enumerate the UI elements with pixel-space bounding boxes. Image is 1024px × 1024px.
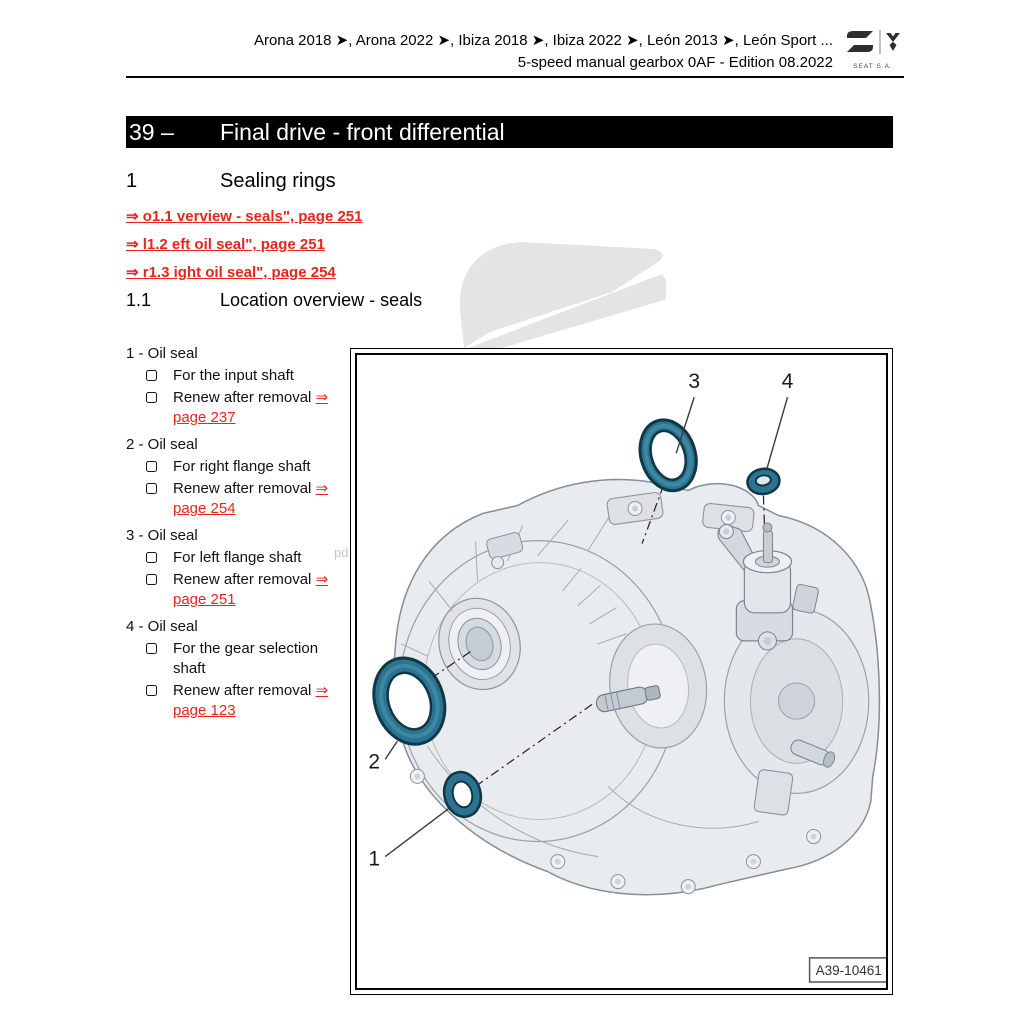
bullet-text: [173, 681, 351, 721]
checkbox-bullet-icon: [146, 685, 157, 696]
section-heading: [126, 170, 336, 193]
bullet-text: [173, 388, 351, 428]
legend-bullet: [146, 639, 366, 679]
figure-frame: [350, 348, 893, 995]
watermark-fragment: pd: [334, 545, 349, 560]
bullet-text: For the input shaft: [173, 367, 294, 384]
legend-item-label: 3 - Oil seal: [126, 527, 198, 544]
legend-item-label: 1 - Oil seal: [126, 345, 198, 362]
section-title: Sealing rings: [220, 170, 336, 192]
seat-cupra-logo-icon: [842, 28, 904, 56]
subsection-number: 1.1: [126, 290, 152, 310]
bullet-text-main: Renew after removal: [173, 389, 312, 406]
leader-seal-1: [385, 806, 451, 856]
chapter-number: 39 –: [129, 118, 174, 145]
subsection-heading: [126, 290, 422, 311]
bullet-text: [173, 479, 351, 519]
section-number: 1: [126, 170, 138, 192]
figure-id: [810, 958, 886, 982]
header-rule: [126, 76, 904, 78]
checkbox-bullet-icon: [146, 574, 157, 585]
ref-arrow-icon: ⇒: [315, 389, 329, 406]
legend-item-4: [126, 617, 366, 721]
gearbox-illustration: [357, 355, 886, 988]
bullet-text: [173, 570, 351, 610]
legend-item-label: 2 - Oil seal: [126, 436, 198, 453]
crossref-links: [126, 208, 362, 292]
legend-bullet: [146, 570, 366, 610]
page-ref-link[interactable]: page 254: [173, 500, 236, 517]
callout-1: 1: [368, 847, 381, 871]
legend-bullet: [146, 388, 366, 428]
oil-seal-4: [746, 467, 781, 496]
legend-bullet: [146, 457, 366, 477]
figure-frame-inner: [355, 353, 888, 990]
crossref-link-right-oil-seal[interactable]: ⇒ r1.3 ight oil seal", page 254: [126, 264, 336, 281]
bullet-text-main: Renew after removal: [173, 480, 312, 497]
ref-arrow-icon: ⇒: [315, 571, 329, 588]
header-edition-line: 5-speed manual gearbox 0AF - Edition 08.2022: [517, 54, 833, 71]
legend-item-3: [126, 526, 366, 610]
bullet-text-main: Renew after removal: [173, 682, 312, 699]
page-ref-link[interactable]: page 237: [173, 409, 236, 426]
checkbox-bullet-icon: [146, 483, 157, 494]
leader-seal-2: [385, 741, 397, 759]
ref-arrow-icon: ⇒: [315, 480, 329, 497]
crossref-link-overview[interactable]: ⇒ o1.1 verview - seals", page 251: [126, 208, 363, 225]
callout-3: 3: [688, 370, 701, 394]
bullet-text: For left flange shaft: [173, 549, 302, 566]
legend-list: [126, 344, 366, 728]
legend-bullet: [146, 479, 366, 519]
legend-bullet: [146, 548, 366, 568]
chapter-title-bar: [126, 116, 893, 148]
legend-item-1: [126, 344, 366, 428]
brand-logo: [840, 28, 906, 70]
legend-item-label: 4 - Oil seal: [126, 618, 198, 635]
subsection-title: Location overview - seals: [220, 290, 423, 310]
crossref-link-left-oil-seal[interactable]: ⇒ l1.2 eft oil seal", page 251: [126, 236, 325, 253]
ref-arrow-icon: ⇒: [315, 682, 329, 699]
chapter-title: Final drive - front differential: [220, 118, 505, 145]
bullet-text: For the gear selection shaft: [173, 640, 319, 677]
page-header: [113, 30, 833, 74]
leader-seal-4: [766, 397, 787, 470]
figure-id-label: A39-10461: [815, 962, 882, 978]
legend-bullet: [146, 681, 366, 721]
checkbox-bullet-icon: [146, 392, 157, 403]
checkbox-bullet-icon: [146, 370, 157, 381]
checkbox-bullet-icon: [146, 643, 157, 654]
callout-2: 2: [368, 750, 381, 774]
header-models-line: Arona 2018 ➤, Arona 2022 ➤, Ibiza 2018 ➤, Ibiza 2022 ➤, León 2013 ➤, León Sport ...: [253, 32, 833, 49]
page-ref-link[interactable]: page 123: [173, 702, 236, 719]
bullet-text: For right flange shaft: [173, 458, 311, 475]
checkbox-bullet-icon: [146, 461, 157, 472]
bullet-text-main: Renew after removal: [173, 571, 312, 588]
lower-housing-box: [754, 769, 794, 815]
seat-watermark-icon: [458, 236, 666, 348]
legend-item-2: [126, 435, 366, 519]
checkbox-bullet-icon: [146, 552, 157, 563]
page-ref-link[interactable]: page 251: [173, 591, 236, 608]
brand-caption: SEAT S.A.: [853, 63, 893, 70]
legend-bullet: [146, 366, 366, 386]
callout-4: 4: [781, 370, 794, 394]
